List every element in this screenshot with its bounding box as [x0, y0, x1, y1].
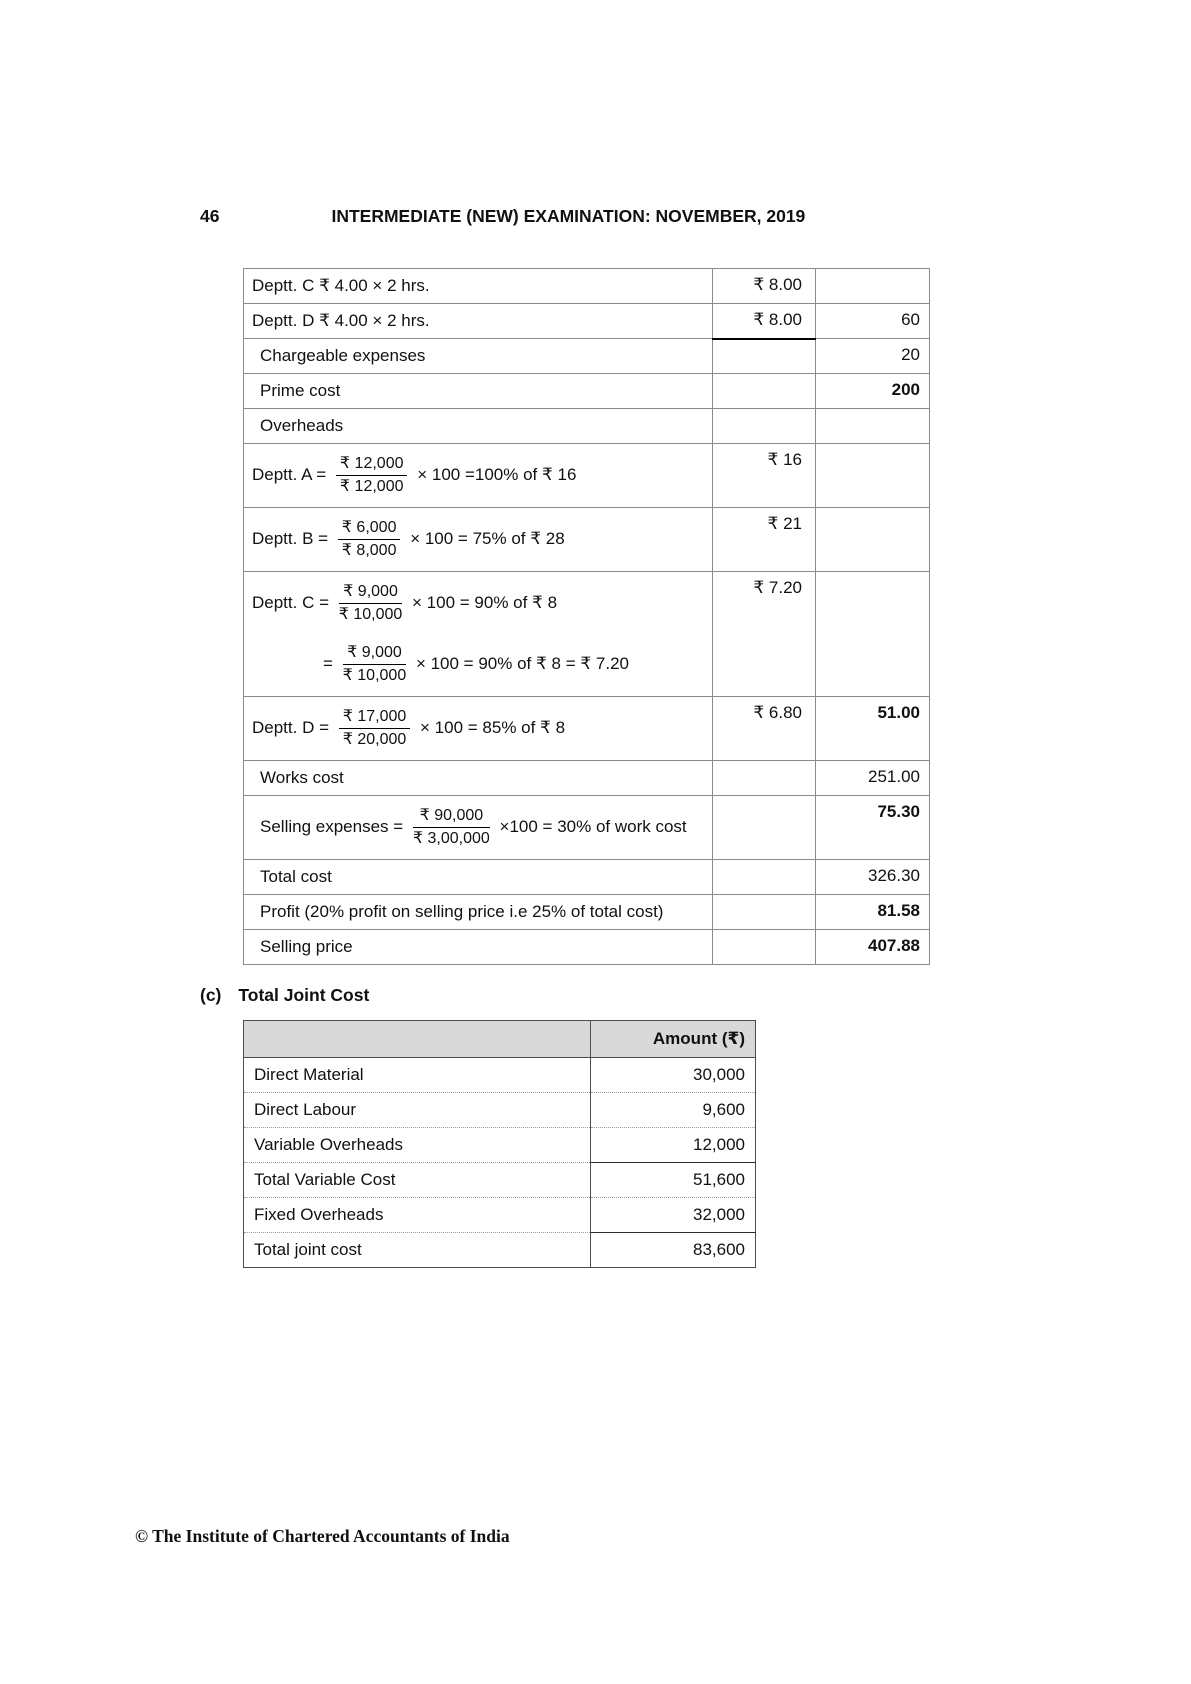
cost-label-line	[260, 900, 704, 924]
cost-row-label	[244, 860, 713, 895]
cost-table-row	[244, 409, 930, 444]
page-content	[0, 268, 1191, 1268]
cost-label-line	[252, 638, 704, 691]
joint-row-amount: 32,000	[591, 1198, 756, 1233]
cost-table-row	[244, 761, 930, 796]
joint-cost-row	[244, 1058, 756, 1093]
joint-row-amount: 51,600	[591, 1163, 756, 1198]
label-text: Total cost	[260, 867, 332, 886]
cost-row-label	[244, 374, 713, 409]
joint-header-label	[244, 1021, 591, 1058]
cost-row-amount: 51.00	[816, 697, 930, 761]
label-text: Chargeable expenses	[260, 346, 426, 365]
label-text: Works cost	[260, 768, 344, 787]
cost-row-rate	[713, 930, 816, 965]
joint-cost-row	[244, 1233, 756, 1268]
joint-row-amount: 9,600	[591, 1093, 756, 1128]
fraction: $\frac{₹ 17,000}{₹ 20,000}$	[339, 707, 411, 750]
section-c-label: (c)	[200, 985, 222, 1005]
joint-cost-header-row	[244, 1021, 756, 1058]
label-text: Deptt. A =	[252, 464, 331, 484]
cost-row-amount	[816, 269, 930, 304]
cost-row-rate: ₹ 8.00	[713, 269, 816, 304]
joint-row-label: Total joint cost	[244, 1233, 591, 1268]
cost-row-label	[244, 572, 713, 697]
cost-row-amount	[816, 444, 930, 508]
cost-table-row	[244, 444, 930, 508]
label-text: Profit (20% profit on selling price i.e 25% of total cost)	[260, 902, 664, 921]
cost-row-label	[244, 796, 713, 860]
cost-row-amount: 407.88	[816, 930, 930, 965]
label-text: Overheads	[260, 416, 344, 435]
cost-row-amount: 60	[816, 304, 930, 339]
label-text: × 100 = 85% of ₹ 8	[415, 717, 566, 737]
page-header	[200, 206, 1080, 227]
label-text: Prime cost	[260, 381, 341, 400]
cost-row-label	[244, 930, 713, 965]
cost-row-rate	[713, 339, 816, 374]
cost-row-rate	[713, 374, 816, 409]
label-text: Selling expenses =	[260, 816, 408, 836]
cost-row-label	[244, 508, 713, 572]
joint-cost-row	[244, 1198, 756, 1233]
cost-table-row	[244, 269, 930, 304]
cost-row-amount	[816, 572, 930, 697]
cost-row-label	[244, 339, 713, 374]
cost-label-line	[252, 274, 704, 298]
cost-label-line	[260, 344, 704, 368]
label-text: Deptt. D ₹ 4.00 × 2 hrs.	[252, 311, 430, 330]
joint-row-label: Variable Overheads	[244, 1128, 591, 1163]
cost-label-line	[252, 309, 704, 333]
cost-table-row	[244, 895, 930, 930]
fraction: $\frac{₹ 9,000}{₹ 10,000}$	[342, 644, 407, 684]
cost-row-rate	[713, 895, 816, 930]
cost-row-label	[244, 761, 713, 796]
fraction: $\frac{₹ 6,000}{₹ 8,000}$	[338, 518, 401, 561]
cost-calculation-table	[243, 268, 930, 965]
cost-row-rate	[713, 860, 816, 895]
cost-row-rate	[713, 409, 816, 444]
cost-label-line	[252, 702, 704, 755]
cost-row-amount: 326.30	[816, 860, 930, 895]
cost-label-line	[252, 513, 704, 566]
label-text: × 100 =100% of ₹ 16	[412, 464, 577, 484]
section-c-title: Total Joint Cost	[238, 985, 370, 1005]
joint-row-amount: 83,600	[591, 1233, 756, 1268]
label-text: Selling price	[260, 937, 353, 956]
cost-label-line	[252, 449, 704, 502]
cost-row-amount: 20	[816, 339, 930, 374]
joint-row-label: Fixed Overheads	[244, 1198, 591, 1233]
cost-row-amount: 81.58	[816, 895, 930, 930]
cost-row-amount	[816, 409, 930, 444]
joint-row-label: Direct Labour	[244, 1093, 591, 1128]
cost-table-row	[244, 796, 930, 860]
cost-row-label	[244, 895, 713, 930]
cost-label-line	[260, 766, 704, 790]
cost-row-amount: 200	[816, 374, 930, 409]
joint-header-amount: Amount (₹)	[591, 1021, 756, 1058]
cost-table-row	[244, 860, 930, 895]
label-text: Deptt. C =	[252, 592, 334, 612]
cost-label-line	[260, 379, 704, 403]
section-c-heading	[200, 985, 1191, 1006]
fraction: $\frac{₹ 12,000}{₹ 12,000}$	[336, 454, 408, 497]
label-text: × 100 = 90% of ₹ 8 = ₹ 7.20	[411, 653, 629, 673]
cost-row-rate: ₹ 7.20	[713, 572, 816, 697]
cost-row-label	[244, 697, 713, 761]
cost-row-label	[244, 409, 713, 444]
label-text: Deptt. D =	[252, 717, 334, 737]
cost-row-label	[244, 269, 713, 304]
cost-row-rate: ₹ 16	[713, 444, 816, 508]
joint-row-label: Direct Material	[244, 1058, 591, 1093]
cost-row-amount	[816, 508, 930, 572]
cost-row-label	[244, 304, 713, 339]
label-text: Deptt. C ₹ 4.00 × 2 hrs.	[252, 276, 430, 295]
footer-copyright: © The Institute of Chartered Accountants of India	[135, 1526, 510, 1546]
cost-table-row	[244, 572, 930, 697]
cost-label-line	[260, 801, 704, 854]
cost-label-line	[252, 577, 704, 630]
cost-table-row	[244, 697, 930, 761]
fraction: $\frac{₹ 90,000}{₹ 3,00,000}$	[412, 807, 490, 847]
joint-row-amount: 30,000	[591, 1058, 756, 1093]
fraction: $\frac{₹ 9,000}{₹ 10,000}$	[338, 583, 403, 623]
label-text: =	[323, 653, 338, 673]
cost-row-rate: ₹ 8.00	[713, 304, 816, 339]
header-title: INTERMEDIATE (NEW) EXAMINATION: NOVEMBER, 2019	[331, 206, 806, 226]
cost-label-line	[260, 935, 704, 959]
cost-label-line	[260, 414, 704, 438]
cost-row-amount: 75.30	[816, 796, 930, 860]
joint-row-label: Total Variable Cost	[244, 1163, 591, 1198]
label-text: × 100 = 90% of ₹ 8	[407, 592, 558, 612]
cost-row-label	[244, 444, 713, 508]
label-text: × 100 = 75% of ₹ 28	[405, 528, 565, 548]
page-number: 46	[200, 206, 220, 226]
cost-row-amount: 251.00	[816, 761, 930, 796]
joint-cost-row	[244, 1128, 756, 1163]
cost-table-row	[244, 930, 930, 965]
cost-label-line	[260, 865, 704, 889]
cost-table-row	[244, 374, 930, 409]
joint-row-amount: 12,000	[591, 1128, 756, 1163]
joint-cost-row	[244, 1093, 756, 1128]
cost-row-rate	[713, 761, 816, 796]
cost-table-row	[244, 339, 930, 374]
cost-table-row	[244, 304, 930, 339]
label-text: Deptt. B =	[252, 528, 333, 548]
cost-table-row	[244, 508, 930, 572]
cost-row-rate: ₹ 6.80	[713, 697, 816, 761]
total-joint-cost-table	[243, 1020, 756, 1268]
label-text: ×100 = 30% of work cost	[494, 816, 687, 836]
joint-cost-row	[244, 1163, 756, 1198]
cost-row-rate	[713, 796, 816, 860]
cost-row-rate: ₹ 21	[713, 508, 816, 572]
